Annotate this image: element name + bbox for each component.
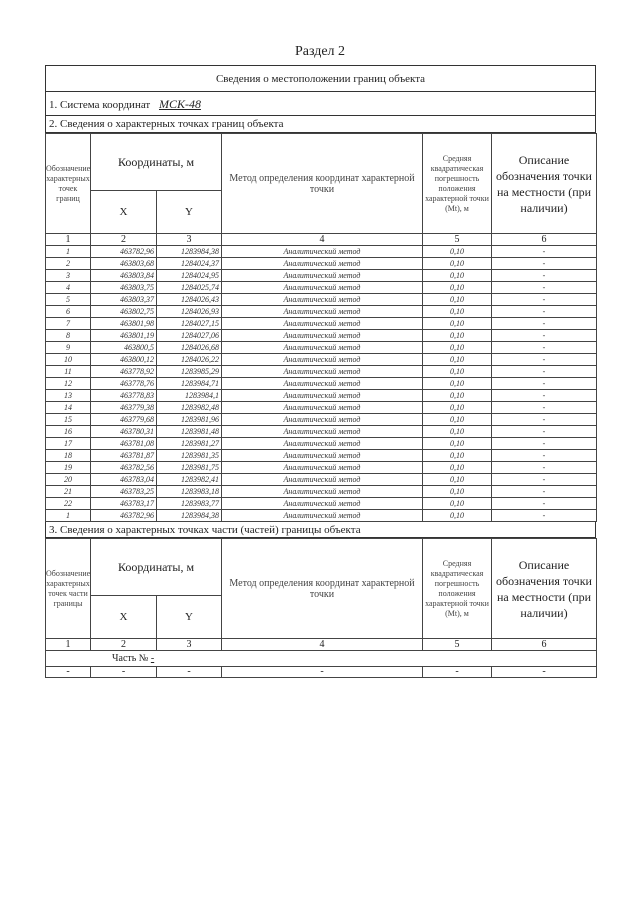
point-row — [46, 294, 597, 306]
coord-system-label: 1. Система координат — [49, 99, 151, 111]
cell-designation: 21 — [46, 486, 91, 498]
cell-x: 463803,75 — [91, 282, 157, 294]
cell-designation: 6 — [46, 306, 91, 318]
cell-accuracy: 0,10 — [423, 402, 492, 414]
cell-x: 463783,04 — [91, 474, 157, 486]
cell-x: 463802,75 — [91, 306, 157, 318]
cell-method: Аналитический метод — [222, 462, 423, 474]
cell-x: 463778,92 — [91, 366, 157, 378]
cell-description: - — [492, 378, 597, 390]
cell-y: 1284026,93 — [157, 306, 222, 318]
cell-description: - — [492, 366, 597, 378]
cell-method: Аналитический метод — [222, 318, 423, 330]
cell-method: Аналитический метод — [222, 270, 423, 282]
point-row — [46, 390, 597, 402]
cell-designation: 20 — [46, 474, 91, 486]
col-number: 3 — [157, 639, 222, 651]
cell-y: 1284026,68 — [157, 342, 222, 354]
cell-description: - — [492, 414, 597, 426]
cell-x: 463782,96 — [91, 246, 157, 258]
col-designation-header: Обозначение характерных точек части границы — [46, 539, 91, 639]
col-number: 1 — [46, 639, 91, 651]
main-title: Сведения о местоположении границ объекта — [45, 65, 596, 92]
cell-x: - — [91, 667, 157, 678]
cell-description: - — [492, 306, 597, 318]
cell-x: 463782,96 — [91, 510, 157, 522]
cell-y: 1283983,18 — [157, 486, 222, 498]
cell-method: Аналитический метод — [222, 450, 423, 462]
cell-designation: 12 — [46, 378, 91, 390]
cell-description: - — [492, 498, 597, 510]
cell-description: - — [492, 438, 597, 450]
point-row — [46, 426, 597, 438]
cell-accuracy: - — [423, 667, 492, 678]
cell-accuracy: 0,10 — [423, 306, 492, 318]
cell-method: Аналитический метод — [222, 366, 423, 378]
cell-designation: - — [46, 667, 91, 678]
cell-x: 463801,19 — [91, 330, 157, 342]
col-y-header: Y — [157, 596, 222, 639]
coord-system-value: МСК-48 — [158, 97, 201, 111]
cell-method: Аналитический метод — [222, 306, 423, 318]
cell-designation: 7 — [46, 318, 91, 330]
col-method-header: Метод определения координат характерной точки — [222, 539, 423, 639]
cell-description: - — [492, 318, 597, 330]
cell-description: - — [492, 294, 597, 306]
cell-description: - — [492, 474, 597, 486]
cell-description: - — [492, 486, 597, 498]
col-designation-header: Обозначение характерных точек границ — [46, 134, 91, 234]
coords-header: Координаты, м — [91, 134, 222, 191]
coords-header: Координаты, м — [91, 539, 222, 596]
cell-x: 463779,68 — [91, 414, 157, 426]
part-label: Часть № — [112, 653, 149, 664]
cell-description: - — [492, 450, 597, 462]
cell-accuracy: 0,10 — [423, 246, 492, 258]
cell-designation: 1 — [46, 510, 91, 522]
column-numbers-row — [46, 234, 597, 246]
point-row — [46, 498, 597, 510]
points-table — [45, 133, 597, 522]
cell-x: 463803,84 — [91, 270, 157, 282]
cell-x: 463800,12 — [91, 354, 157, 366]
cell-designation: 1 — [46, 246, 91, 258]
cell-method: Аналитический метод — [222, 390, 423, 402]
cell-designation: 13 — [46, 390, 91, 402]
cell-y: 1284024,95 — [157, 270, 222, 282]
cell-designation: 3 — [46, 270, 91, 282]
cell-designation: 15 — [46, 414, 91, 426]
cell-accuracy: 0,10 — [423, 318, 492, 330]
cell-description: - — [492, 258, 597, 270]
point-row — [46, 414, 597, 426]
cell-y: 1284027,06 — [157, 330, 222, 342]
cell-description: - — [492, 342, 597, 354]
cell-designation: 19 — [46, 462, 91, 474]
cell-method: Аналитический метод — [222, 426, 423, 438]
cell-designation: 8 — [46, 330, 91, 342]
cell-designation: 17 — [46, 438, 91, 450]
col-number: 2 — [91, 234, 157, 246]
col-number: 6 — [492, 639, 597, 651]
point-row — [46, 246, 597, 258]
cell-y: 1283981,48 — [157, 426, 222, 438]
cell-method: Аналитический метод — [222, 294, 423, 306]
cell-method: Аналитический метод — [222, 354, 423, 366]
cell-method: Аналитический метод — [222, 258, 423, 270]
cell-x: 463781,08 — [91, 438, 157, 450]
cell-x: 463803,37 — [91, 294, 157, 306]
point-row — [46, 486, 597, 498]
cell-x: 463781,87 — [91, 450, 157, 462]
col-number: 3 — [157, 234, 222, 246]
cell-designation: 18 — [46, 450, 91, 462]
cell-method: Аналитический метод — [222, 510, 423, 522]
cell-accuracy: 0,10 — [423, 378, 492, 390]
cell-method: - — [222, 667, 423, 678]
cell-accuracy: 0,10 — [423, 330, 492, 342]
cell-method: Аналитический метод — [222, 498, 423, 510]
section-3-title: 3. Сведения о характерных точках части (частей) границы объекта — [45, 522, 596, 538]
cell-accuracy: 0,10 — [423, 426, 492, 438]
cell-x: 463803,68 — [91, 258, 157, 270]
cell-description: - — [492, 390, 597, 402]
cell-designation: 4 — [46, 282, 91, 294]
cell-method: Аналитический метод — [222, 378, 423, 390]
cell-x: 463783,17 — [91, 498, 157, 510]
cell-y: 1283982,41 — [157, 474, 222, 486]
cell-designation: 16 — [46, 426, 91, 438]
cell-designation: 14 — [46, 402, 91, 414]
col-y-header: Y — [157, 191, 222, 234]
cell-method: Аналитический метод — [222, 342, 423, 354]
cell-y: 1283985,29 — [157, 366, 222, 378]
col-number: 5 — [423, 234, 492, 246]
cell-designation: 22 — [46, 498, 91, 510]
cell-accuracy: 0,10 — [423, 270, 492, 282]
cell-y: - — [157, 667, 222, 678]
col-number: 2 — [91, 639, 157, 651]
cell-description: - — [492, 402, 597, 414]
cell-x: 463800,5 — [91, 342, 157, 354]
cell-x: 463778,76 — [91, 378, 157, 390]
cell-description: - — [492, 282, 597, 294]
part-number: - — [150, 653, 155, 664]
point-row — [46, 462, 597, 474]
point-row — [46, 330, 597, 342]
col-x-header: X — [91, 596, 157, 639]
cell-method: Аналитический метод — [222, 330, 423, 342]
cell-description: - — [492, 462, 597, 474]
cell-y: 1284024,37 — [157, 258, 222, 270]
cell-accuracy: 0,10 — [423, 498, 492, 510]
cell-description: - — [492, 426, 597, 438]
cell-designation: 5 — [46, 294, 91, 306]
cell-x: 463778,83 — [91, 390, 157, 402]
cell-y: 1283984,71 — [157, 378, 222, 390]
part-label-cell — [46, 651, 597, 667]
cell-description: - — [492, 667, 597, 678]
point-row — [46, 258, 597, 270]
cell-y: 1284025,74 — [157, 282, 222, 294]
cell-x: 463783,25 — [91, 486, 157, 498]
cell-y: 1283981,75 — [157, 462, 222, 474]
cell-accuracy: 0,10 — [423, 438, 492, 450]
cell-method: Аналитический метод — [222, 438, 423, 450]
cell-method: Аналитический метод — [222, 282, 423, 294]
cell-y: 1284027,15 — [157, 318, 222, 330]
cell-x: 463801,98 — [91, 318, 157, 330]
cell-description: - — [492, 510, 597, 522]
cell-designation: 10 — [46, 354, 91, 366]
cell-method: Аналитический метод — [222, 474, 423, 486]
col-number: 4 — [222, 639, 423, 651]
point-row — [46, 438, 597, 450]
cell-description: - — [492, 330, 597, 342]
col-x-header: X — [91, 191, 157, 234]
document-frame — [45, 65, 596, 678]
point-row — [46, 306, 597, 318]
cell-accuracy: 0,10 — [423, 366, 492, 378]
point-row — [46, 342, 597, 354]
col-description-header: Описание обозначения точки на местности (при наличии) — [492, 539, 597, 639]
section-title: Раздел 2 — [294, 44, 346, 59]
cell-accuracy: 0,10 — [423, 282, 492, 294]
cell-description: - — [492, 246, 597, 258]
cell-y: 1283983,77 — [157, 498, 222, 510]
part-points-table — [45, 538, 597, 678]
cell-y: 1283984,38 — [157, 510, 222, 522]
cell-accuracy: 0,10 — [423, 462, 492, 474]
cell-x: 463780,31 — [91, 426, 157, 438]
cell-accuracy: 0,10 — [423, 510, 492, 522]
cell-accuracy: 0,10 — [423, 474, 492, 486]
cell-y: 1283981,27 — [157, 438, 222, 450]
col-accuracy-header: Средняя квадратическая погрешность положения характерной точки (Mt), м — [423, 539, 492, 639]
cell-accuracy: 0,10 — [423, 294, 492, 306]
cell-y: 1283982,48 — [157, 402, 222, 414]
cell-method: Аналитический метод — [222, 486, 423, 498]
cell-x: 463782,56 — [91, 462, 157, 474]
point-row — [46, 378, 597, 390]
cell-y: 1283984,38 — [157, 246, 222, 258]
part-row — [46, 651, 597, 667]
col-method-header: Метод определения координат характерной точки — [222, 134, 423, 234]
cell-designation: 2 — [46, 258, 91, 270]
point-row — [46, 282, 597, 294]
cell-method: Аналитический метод — [222, 414, 423, 426]
cell-y: 1283981,96 — [157, 414, 222, 426]
point-row — [46, 270, 597, 282]
cell-accuracy: 0,10 — [423, 354, 492, 366]
cell-x: 463779,38 — [91, 402, 157, 414]
cell-accuracy: 0,10 — [423, 486, 492, 498]
cell-designation: 9 — [46, 342, 91, 354]
point-row — [46, 474, 597, 486]
cell-y: 1284026,43 — [157, 294, 222, 306]
col-number: 5 — [423, 639, 492, 651]
point-row — [46, 510, 597, 522]
point-row — [46, 366, 597, 378]
section-2-title: 2. Сведения о характерных точках границ объекта — [45, 116, 596, 133]
col-description-header: Описание обозначения точки на местности (при наличии) — [492, 134, 597, 234]
cell-description: - — [492, 270, 597, 282]
col-number: 1 — [46, 234, 91, 246]
cell-accuracy: 0,10 — [423, 342, 492, 354]
cell-y: 1284026,22 — [157, 354, 222, 366]
cell-method: Аналитический метод — [222, 246, 423, 258]
cell-accuracy: 0,10 — [423, 258, 492, 270]
point-row — [46, 402, 597, 414]
cell-y: 1283984,1 — [157, 390, 222, 402]
point-row — [46, 354, 597, 366]
column-numbers-row — [46, 639, 597, 651]
cell-designation: 11 — [46, 366, 91, 378]
col-number: 4 — [222, 234, 423, 246]
cell-description: - — [492, 354, 597, 366]
coord-system-row — [45, 92, 596, 116]
col-number: 6 — [492, 234, 597, 246]
cell-y: 1283981,35 — [157, 450, 222, 462]
point-row — [46, 318, 597, 330]
cell-accuracy: 0,10 — [423, 390, 492, 402]
cell-accuracy: 0,10 — [423, 450, 492, 462]
cell-method: Аналитический метод — [222, 402, 423, 414]
part-point-row — [46, 667, 597, 678]
cell-accuracy: 0,10 — [423, 414, 492, 426]
point-row — [46, 450, 597, 462]
col-accuracy-header: Средняя квадратическая погрешность положения характерной точки (Mt), м — [423, 134, 492, 234]
